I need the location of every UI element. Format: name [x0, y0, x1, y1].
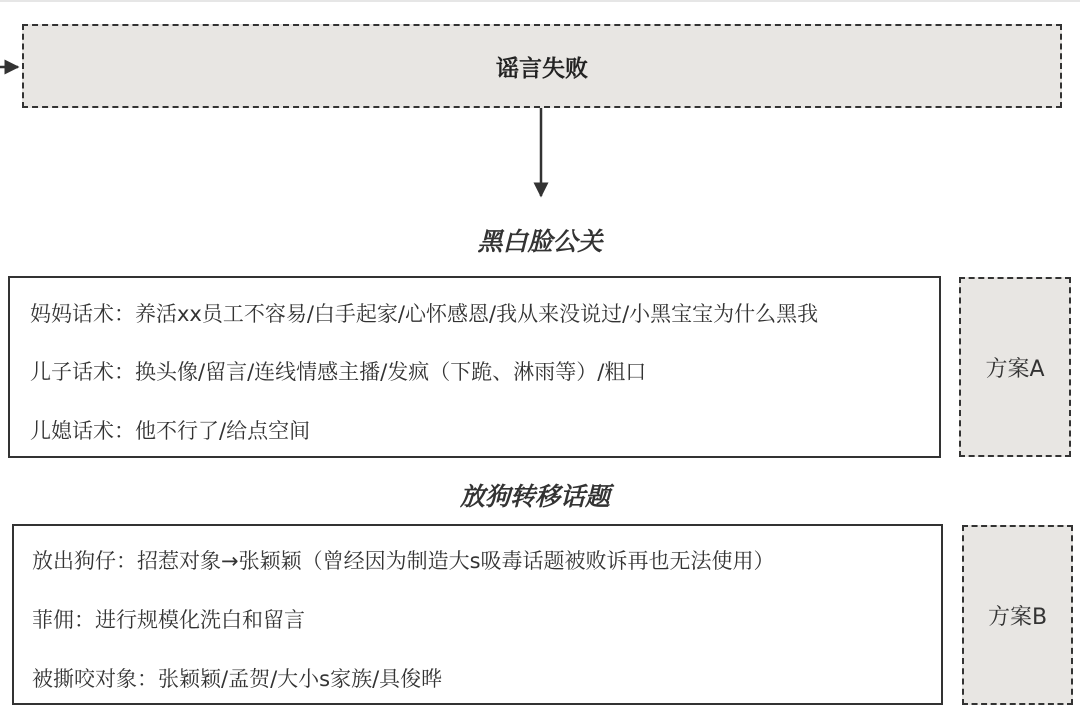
section-a-line-1: 妈妈话术：养活xx员工不容易/白手起家/心怀感恩/我从来没说过/小黑宝宝为什么黑我 — [30, 302, 819, 326]
section-a-line-2: 儿子话术：换头像/留言/连线情感主播/发疯（下跪、淋雨等）/粗口 — [30, 360, 647, 384]
section-a-title: 黑白脸公关 — [477, 227, 603, 256]
section-b-title: 放狗转移话题 — [459, 482, 610, 511]
section-b-content-box — [12, 524, 943, 705]
rumor-failed-label: 谣言失败 — [496, 55, 588, 82]
plan-b-label: 方案B — [987, 604, 1048, 630]
plan-a-label: 方案A — [985, 356, 1045, 382]
plan-b-box — [962, 525, 1073, 705]
section-a-content-box — [8, 276, 941, 458]
section-b-line-2: 菲佣：进行规模化洗白和留言 — [32, 608, 305, 632]
section-a-line-3: 儿媳话术：他不行了/给点空间 — [30, 419, 311, 443]
plan-a-box — [959, 277, 1071, 457]
section-b-line-3: 被撕咬对象：张颖颖/孟贺/大小s家族/具俊晔 — [32, 667, 443, 691]
section-b-line-1: 放出狗仔：招惹对象→张颖颖（曾经因为制造大s吸毒话题被败诉再也无法使用） — [32, 549, 775, 573]
rumor-failed-box — [22, 24, 1062, 108]
